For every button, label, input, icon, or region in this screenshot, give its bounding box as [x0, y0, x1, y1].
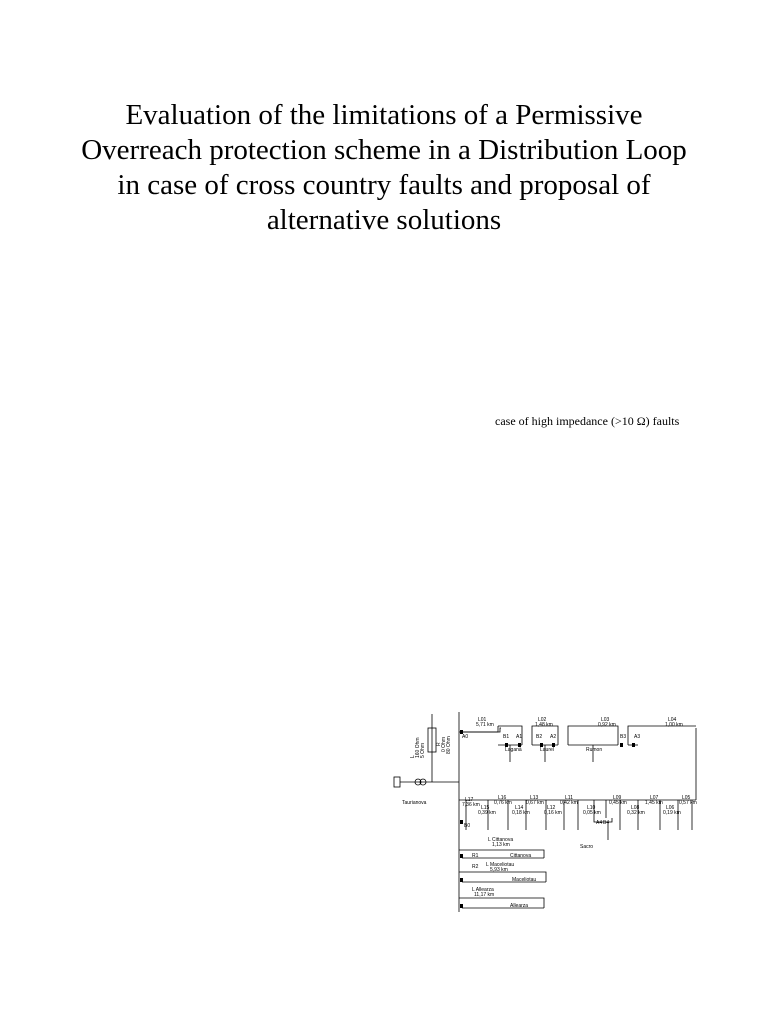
upper-line-name: L04 — [668, 717, 677, 723]
source-impedance-label: L — [410, 755, 416, 758]
breaker-label: B4 — [603, 820, 610, 826]
lower-line-length: 0,67 km — [526, 800, 544, 806]
grounding-label: R — [436, 742, 442, 746]
lower-line-length: 0,18 km — [512, 810, 530, 816]
source-impedance-value-1: 160 Ohm — [415, 737, 421, 758]
lower-line-name: L07 — [650, 795, 659, 801]
breaker-label: A0 — [462, 734, 469, 740]
breaker-label: B3 — [620, 734, 627, 740]
breaker-label: A3 — [634, 734, 641, 740]
title-line-4: alternative solutions — [266, 204, 502, 236]
feeder-line-length: 1,13 km — [492, 842, 510, 848]
upper-line-length: 0,92 km — [598, 722, 616, 728]
breaker-label: A4 — [596, 820, 603, 826]
station-label: Maceliotau — [512, 877, 537, 883]
station-label: Cittanova — [510, 853, 532, 859]
lower-line-name: L15 — [481, 805, 490, 811]
lower-line-name: L13 — [530, 795, 539, 801]
title-line-1: Evaluation of the limitations of a Permissive — [125, 99, 643, 131]
lower-line-length: 0,05 km — [583, 810, 601, 816]
lower-line-name: L14 — [515, 805, 524, 811]
feeder-line-name: L Maceliotau — [486, 862, 515, 868]
grounding-value-2: 80 Ohm — [446, 736, 452, 754]
breaker-label: B0 — [464, 823, 471, 829]
lower-line-name: L05 — [682, 795, 691, 801]
lower-line-name: L06 — [666, 805, 675, 811]
upper-line-name: L03 — [601, 717, 610, 723]
lower-line-name: L08 — [631, 805, 640, 811]
lower-line-length: 0,57 km — [679, 800, 697, 806]
upper-line-length: 1,00 km — [665, 722, 683, 728]
paper-title — [40, 98, 728, 238]
title-line-3: in case of cross country faults and proposal of — [117, 169, 651, 201]
lower-line-length: 0,16 km — [544, 810, 562, 816]
breaker-label: A1 — [516, 734, 523, 740]
upper-line-length: 5,71 km — [476, 722, 494, 728]
feeder-line-length: 11,17 km — [474, 892, 495, 898]
grounding-value-1: 0 Ohm — [441, 736, 447, 752]
feeder-line-length: 5,93 km — [490, 867, 508, 873]
breaker-label: B2 — [536, 734, 543, 740]
fault-case-caption: case of high impedance (>10 Ω) faults — [495, 414, 680, 428]
upper-line-length: 1,48 km — [535, 722, 553, 728]
lower-line-length: 1,45 km — [645, 800, 663, 806]
breaker-label: B1 — [503, 734, 510, 740]
breaker-label: R2 — [472, 864, 479, 870]
station-label: Sacro — [580, 844, 594, 850]
lower-line-name: L09 — [613, 795, 622, 801]
lower-line-length: 0,76 km — [494, 800, 512, 806]
lower-line-length: 0,19 km — [663, 810, 681, 816]
station-label: Laganà — [505, 747, 522, 753]
lower-line-length: 0,42 km — [560, 800, 578, 806]
feeder-line-name: L Allearza — [472, 887, 494, 893]
breaker-label: A2 — [550, 734, 557, 740]
source-impedance-value-2: 5 Ohm — [420, 742, 426, 758]
lower-line-name: L17 — [465, 797, 474, 803]
station-label: Laurel — [540, 747, 554, 753]
upper-line-name: L02 — [538, 717, 547, 723]
lower-line-name: L12 — [547, 805, 556, 811]
lower-line-name: L10 — [587, 805, 596, 811]
lower-line-name: L11 — [565, 795, 573, 801]
feeder-line-name: L Cittanova — [488, 837, 514, 843]
station-label: Allearza — [510, 903, 529, 909]
lower-line-length: 0,39 km — [478, 810, 496, 816]
station-taurianova: Taurianova — [402, 800, 427, 806]
lower-line-length: 0,32 km — [627, 810, 645, 816]
breaker-label: R1 — [472, 853, 479, 859]
distribution-loop-diagram — [380, 700, 720, 930]
lower-line-name: L16 — [498, 795, 507, 801]
station-label: Rumon — [586, 747, 603, 753]
lower-line-length: 0,45 km — [609, 800, 627, 806]
lower-line-length: 7,36 km — [462, 802, 480, 808]
upper-line-name: L01 — [478, 717, 487, 723]
title-line-2: Overreach protection scheme in a Distribution Loop — [81, 134, 687, 166]
